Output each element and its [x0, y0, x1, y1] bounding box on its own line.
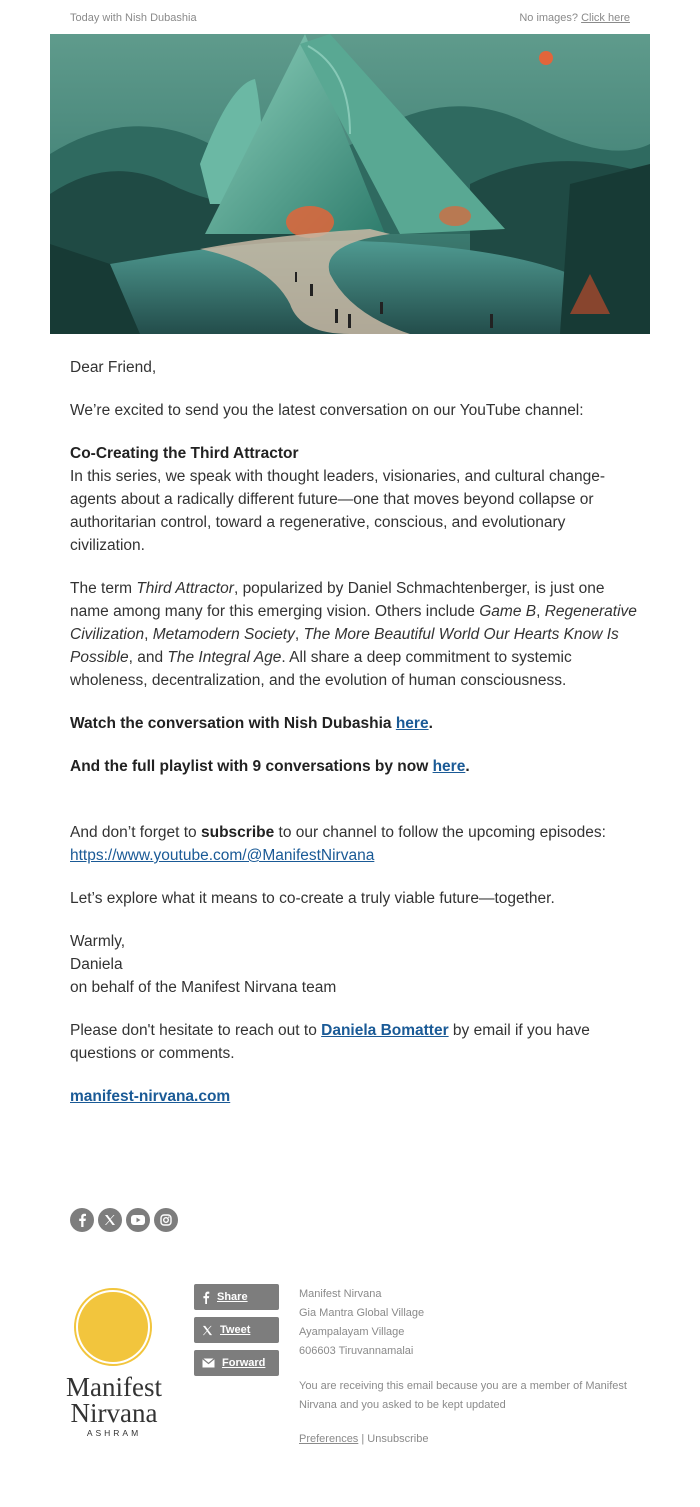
term-text: , popularized by Daniel Schmachtenberger, is just one name among many for this emerging vision. Others include	[70, 580, 605, 620]
series-block	[70, 442, 640, 557]
facebook-icon[interactable]	[70, 1208, 94, 1232]
sun-icon	[78, 1292, 148, 1362]
term-italic: Regenerative Civilization	[70, 603, 637, 643]
x-twitter-icon[interactable]	[98, 1208, 122, 1232]
share-label: Share	[217, 1291, 248, 1303]
channel-url-link[interactable]: https://www.youtube.com/@ManifestNirvana	[70, 847, 375, 864]
website-line	[70, 1085, 640, 1108]
footer-address-line: Gia Mantra Global Village	[299, 1307, 425, 1319]
envelope-icon	[202, 1358, 215, 1368]
playlist-here-link[interactable]: here	[432, 758, 466, 775]
contact-text: Please don't hesitate to reach out to	[70, 1022, 322, 1039]
x-twitter-icon	[202, 1325, 213, 1336]
footer-note: You are receiving this email because you are a member of Manifest Nirvana and you asked to be kept updated	[299, 1380, 627, 1411]
signer-name: Daniela	[70, 956, 123, 973]
facebook-icon	[202, 1291, 210, 1304]
tweet-button[interactable]	[194, 1317, 279, 1343]
term-italic: Third Attractor	[136, 580, 234, 597]
subscribe-bold: subscribe	[200, 824, 275, 841]
subscribe-paragraph	[70, 821, 640, 867]
term-italic: The Integral Age	[167, 649, 282, 666]
playlist-text: And the full playlist with 9 conversations by now	[70, 758, 433, 775]
logo-line-1: Manifest	[66, 1372, 162, 1402]
watch-period: .	[428, 715, 433, 732]
greeting: Dear Friend,	[70, 359, 157, 376]
contact-name-link[interactable]: Daniela Bomatter	[321, 1022, 449, 1039]
preheader	[70, 12, 630, 28]
subscribe-text: to our channel to follow the upcoming episodes:	[274, 824, 606, 841]
playlist-line	[70, 755, 640, 778]
term-italic: Game B	[479, 603, 537, 620]
logo-line-2: Nirvana	[70, 1398, 158, 1428]
series-description: In this series, we speak with thought leaders, visionaries, and cultural change-agents about a radically different future—one that moves beyond collapse or authoritarian control, toward a regenerative, conscious, and evolutionary civilization.	[70, 468, 606, 554]
watch-text: Watch the conversation with Nish Dubashia	[70, 715, 396, 732]
forward-label: Forward	[222, 1357, 266, 1369]
signer-behalf: on behalf of the Manifest Nirvana team	[70, 979, 337, 996]
explore-text: Let’s explore what it means to co-create a truly viable future—together.	[70, 890, 555, 907]
footer-links	[299, 1430, 659, 1449]
watch-here-link[interactable]: here	[395, 715, 429, 732]
website-link[interactable]: manifest-nirvana.com	[70, 1088, 231, 1105]
signature	[70, 930, 640, 999]
youtube-icon[interactable]	[126, 1208, 150, 1232]
term-italic: Metamodern Society	[152, 626, 295, 643]
term-text: The term	[70, 580, 137, 597]
forward-button[interactable]	[194, 1350, 279, 1376]
social-icons	[70, 1208, 178, 1234]
preheader-text: Today with Nish Dubashia	[70, 12, 197, 24]
intro-text: We’re excited to send you the latest conversation on our YouTube channel:	[70, 402, 584, 419]
unsubscribe-link[interactable]: Unsubscribe	[367, 1433, 429, 1445]
term-text: ,	[144, 626, 153, 643]
footer-address-line: 606603 Tiruvannamalai	[299, 1345, 414, 1357]
signoff: Warmly,	[70, 933, 126, 950]
share-buttons	[194, 1284, 279, 1383]
subscribe-text: And don’t forget to	[70, 824, 201, 841]
manifest-nirvana-logo	[58, 1288, 170, 1443]
preferences-link[interactable]: Preferences	[299, 1433, 359, 1445]
term-text: . All share a deep commitment to systemic wholeness, decentralization, and the evolution of human consciousness.	[70, 649, 572, 689]
term-text: , and	[128, 649, 168, 666]
series-title: Co-Creating the Third Attractor	[70, 445, 299, 462]
term-text: ,	[294, 626, 304, 643]
footer-separator: |	[361, 1433, 365, 1445]
email-body	[70, 356, 640, 1128]
term-paragraph	[70, 577, 640, 692]
share-button[interactable]	[194, 1284, 279, 1310]
tweet-label: Tweet	[220, 1324, 251, 1336]
logo-line-3: ASHRAM	[86, 1428, 142, 1438]
hero-image	[50, 34, 650, 334]
footer-address	[299, 1285, 659, 1449]
playlist-period: .	[465, 758, 470, 775]
term-text: ,	[536, 603, 545, 620]
footer-address-line: Ayampalayam Village	[299, 1326, 405, 1338]
instagram-icon[interactable]	[154, 1208, 178, 1232]
contact-text: by email if you have questions or comments.	[70, 1022, 590, 1062]
click-here-link[interactable]: Click here	[581, 12, 630, 24]
contact-paragraph	[70, 1019, 640, 1065]
no-images-line	[519, 12, 630, 24]
no-images-label: No images?	[519, 12, 579, 24]
footer-org: Manifest Nirvana	[299, 1288, 382, 1300]
watch-line	[70, 712, 640, 735]
term-italic: The More Beautiful World Our Hearts Know Is Possible	[70, 626, 619, 666]
